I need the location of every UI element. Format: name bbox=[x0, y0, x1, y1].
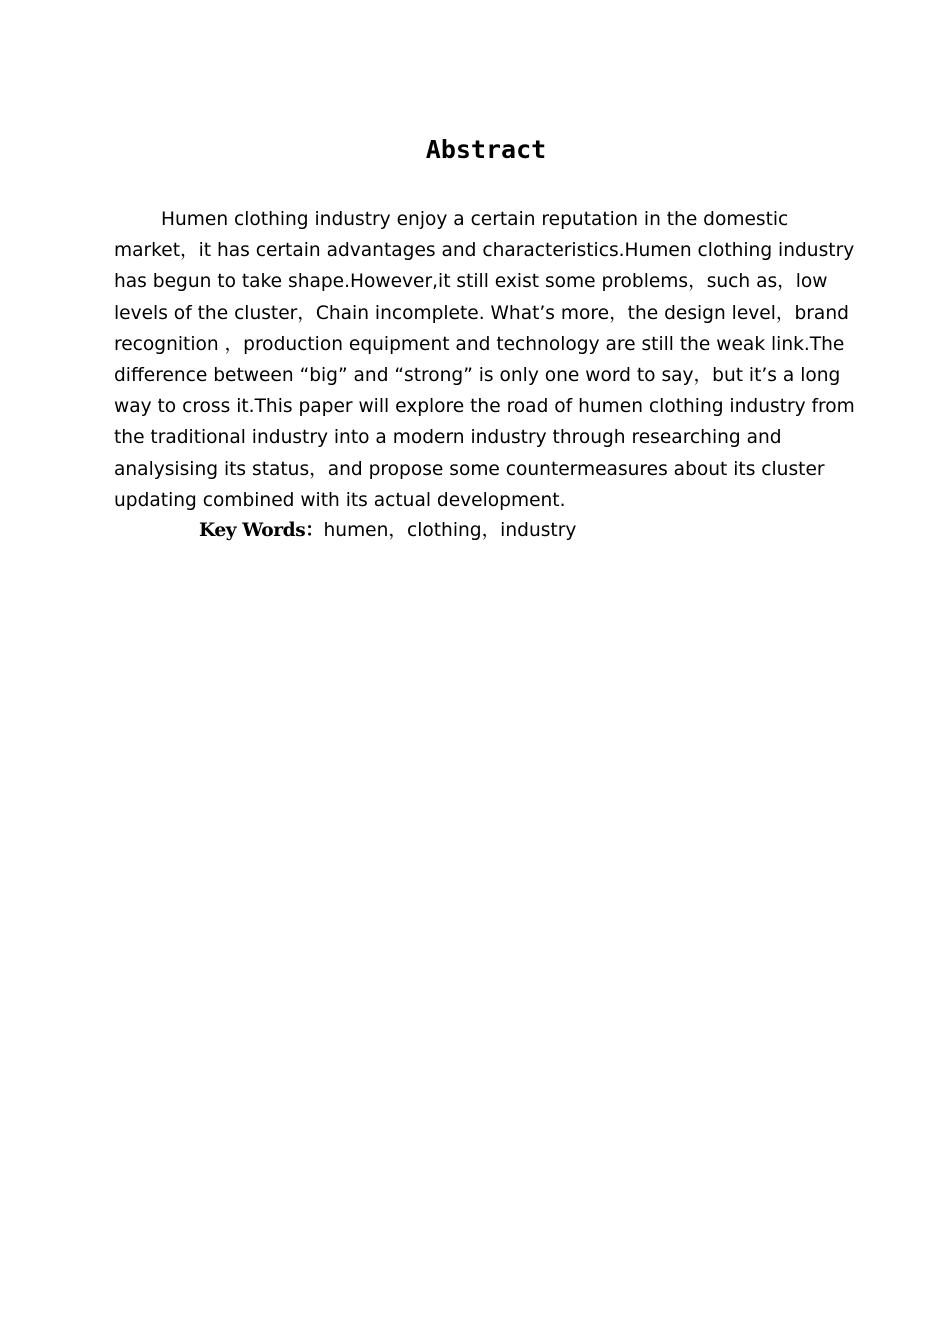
keywords-list: humen，clothing，industry bbox=[323, 520, 577, 541]
keywords-line bbox=[199, 515, 859, 547]
keywords-label: Key Words： bbox=[199, 520, 324, 541]
abstract-paragraph: Humen clothing industry enjoy a certain reputation in the domestic market，it has certain advantages and characteristics.Humen clothing industry has begun to take shape.However,it still exist some problems，such as，low levels of the cluster，Chain incomplete. What’s more，the design level，brand recognition ，production equipment and technology are still the weak link.The difference between “big” and “strong” is only one word to say，but it’s a long way to cross it.This paper will explore the road of humen clothing industry from the traditional industry into a modern industry through researching and analysising its status，and propose some countermeasures about its cluster updating combined with its actual development. bbox=[114, 209, 855, 511]
abstract-heading: Abstract bbox=[425, 135, 547, 164]
